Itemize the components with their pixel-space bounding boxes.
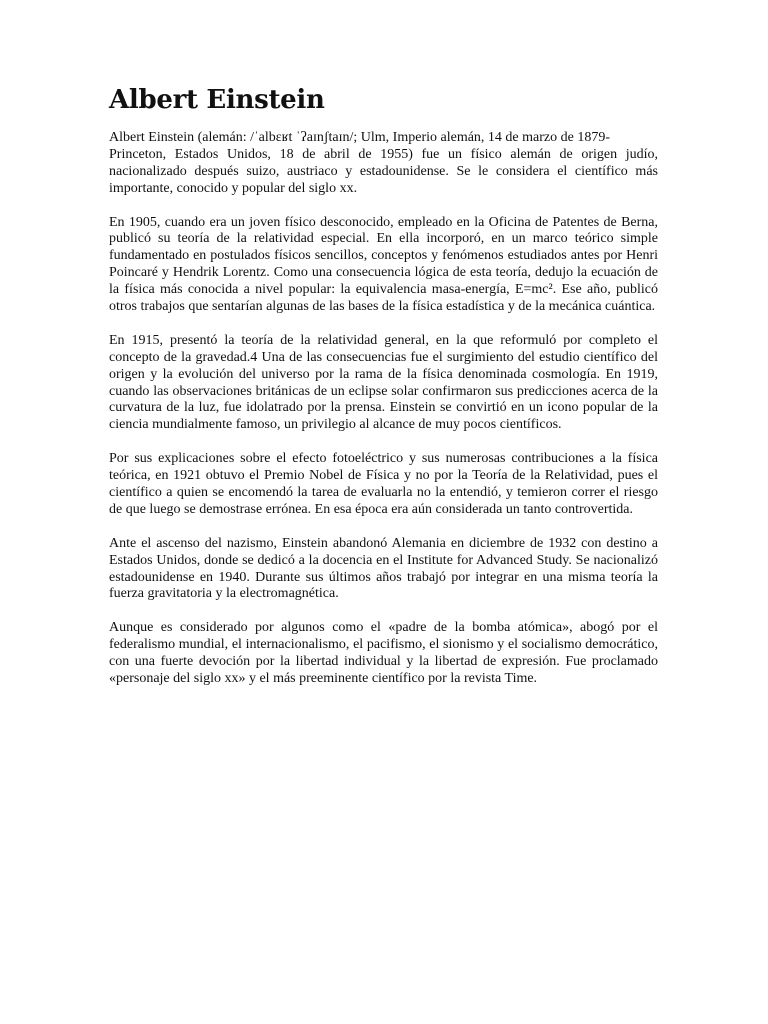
document-title: Albert Einstein: [109, 85, 325, 115]
paragraph-nobel: Por sus explicaciones sobre el efecto fotoeléctrico y sus numerosas contribuciones a la física teórica, en 1921 obtuvo el Premio Nobel de Física y no por la Teoría de la Relatividad, pues el científico a quien se encomendó la tarea de evaluarla no la entendió, y temieron correr el riesgo de que luego se demostrase errónea. En esa época era aún considerada un tanto controvertida.: [109, 451, 658, 517]
paragraph-1915: En 1915, presentó la teoría de la relatividad general, en la que reformuló por completo el concepto de la gravedad.4 Una de las consecuencias fue el surgimiento del estudio científico del origen y la evolución del universo por la rama de la física denominada cosmología. En 1919, cuando las observaciones británicas de un eclipse solar confirmaron sus predicciones acerca de la curvatura de la luz, fue idolatrado por la prensa. Einstein se convirtió en un icono popular de la ciencia mundialmente famoso, un privilegio al alcance de muy pocos científicos.: [109, 332, 658, 433]
paragraph-1905: En 1905, cuando era un joven físico desconocido, empleado en la Oficina de Patentes de Berna, publicó su teoría de la relatividad especial. En ella incorporó, en un marco teórico simple fundamentado en postulados físicos sencillos, conceptos y fenómenos estudiados antes por Henri Poincaré y Hendrik Lorentz. Como una consecuencia lógica de esta teoría, dedujo la ecuación de la física más conocida a nivel popular: la equivalencia masa-energía, E=mc². Ese año, publicó otros trabajos que sentarían algunas de las bases de la física estadística y de la mecánica cuántica.: [109, 214, 658, 315]
intro-line-1: Albert Einstein (alemán: /ˈalbɛʁt ˈʔaɪnʃtaɪn/; Ulm, Imperio alemán, 14 de marzo de 1879-: [109, 130, 610, 145]
paragraph-legacy: Aunque es considerado por algunos como el «padre de la bomba atómica», abogó por el federalismo mundial, el internacionalismo, el pacifismo, el sionismo y el socialismo democrático, con una fuerte devoción por la libertad individual y la libertad de expresión. Fue proclamado «personaje del siglo xx» y el más preeminente científico por la revista Time.: [109, 620, 658, 686]
paragraph-nazism: Ante el ascenso del nazismo, Einstein abandonó Alemania en diciembre de 1932 con destino a Estados Unidos, donde se dedicó a la docencia en el Institute for Advanced Study. Se nacionalizó estadounidense en 1940. Durante sus últimos años trabajó por integrar en una misma teoría la fuerza gravitatoria y la electromagnética.: [109, 535, 658, 602]
intro-paragraph: [109, 130, 658, 198]
document-page: [109, 84, 658, 705]
intro-line-2: Princeton, Estados Unidos, 18 de abril de 1955) fue un físico alemán de origen judío, nacionalizado después suizo, austriaco y estadounidense. Se le considera el científico más importante, conocido y popular del siglo xx.: [109, 146, 658, 196]
